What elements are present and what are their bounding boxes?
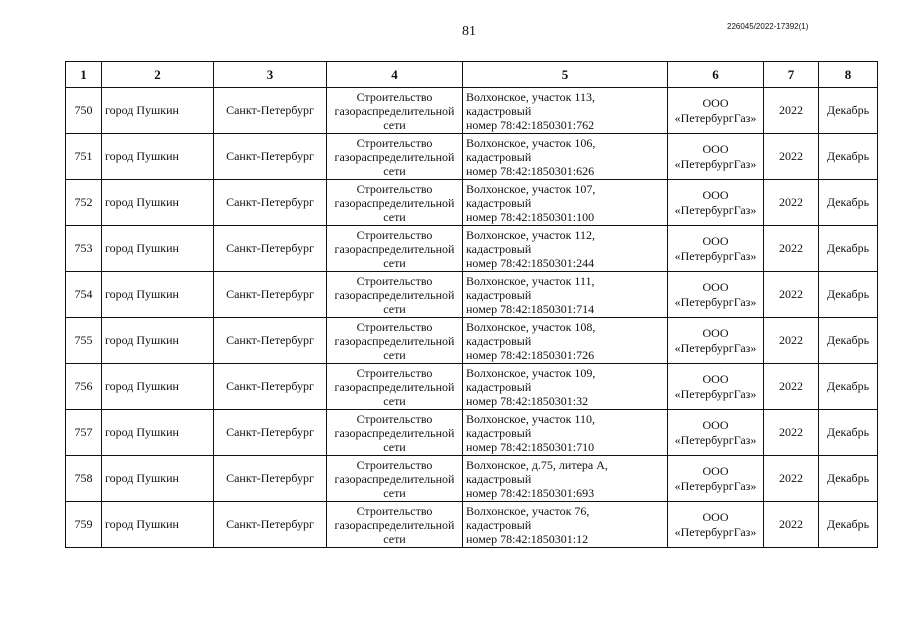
year-cell: 2022	[764, 180, 819, 226]
work-type-cell	[327, 410, 463, 456]
organization-cell	[668, 134, 764, 180]
table-row	[66, 272, 878, 318]
organization-cell-line: ООО	[702, 141, 729, 156]
column-header: 7	[764, 62, 819, 88]
work-type-cell-line: сети	[383, 117, 406, 132]
table-row	[66, 180, 878, 226]
place-cell: город Пушкин	[102, 364, 214, 410]
month-cell: Декабрь	[819, 318, 878, 364]
address-cell	[463, 180, 668, 226]
row-number: 757	[66, 410, 102, 456]
organization-cell-line: «ПетербургГаз»	[674, 202, 757, 217]
address-cell-line: Волхонское, участок 107,	[466, 181, 596, 196]
row-number: 756	[66, 364, 102, 410]
table-row	[66, 134, 878, 180]
document-id: 226045/2022-17392(1)	[727, 22, 809, 31]
city-cell: Санкт-Петербург	[214, 88, 327, 134]
address-cell	[463, 134, 668, 180]
column-header: 2	[102, 62, 214, 88]
row-number: 755	[66, 318, 102, 364]
work-type-cell-line: Строительство	[356, 319, 433, 334]
organization-cell-line: «ПетербургГаз»	[674, 248, 757, 263]
organization-cell-line: «ПетербургГаз»	[674, 524, 757, 539]
row-number: 751	[66, 134, 102, 180]
month-cell: Декабрь	[819, 226, 878, 272]
work-type-cell	[327, 456, 463, 502]
address-cell-line: номер 78:42:1850301:693	[466, 485, 595, 500]
address-cell-line: кадастровый	[466, 471, 532, 486]
work-type-cell	[327, 502, 463, 548]
work-type-cell-line: газораспределительной	[334, 287, 455, 302]
address-cell	[463, 272, 668, 318]
place-cell: город Пушкин	[102, 180, 214, 226]
organization-cell-line: ООО	[702, 371, 729, 386]
organization-cell-line: «ПетербургГаз»	[674, 340, 757, 355]
work-type-cell-line: газораспределительной	[334, 425, 455, 440]
address-cell-line: кадастровый	[466, 195, 532, 210]
address-cell	[463, 226, 668, 272]
city-cell: Санкт-Петербург	[214, 318, 327, 364]
organization-cell-line: ООО	[702, 463, 729, 478]
organization-cell-line: «ПетербургГаз»	[674, 156, 757, 171]
table-row	[66, 226, 878, 272]
month-cell: Декабрь	[819, 134, 878, 180]
work-type-cell-line: Строительство	[356, 457, 433, 472]
city-cell: Санкт-Петербург	[214, 272, 327, 318]
column-header: 6	[668, 62, 764, 88]
address-cell-line: Волхонское, участок 112,	[466, 227, 595, 242]
work-type-cell-line: сети	[383, 209, 406, 224]
organization-cell	[668, 226, 764, 272]
city-cell: Санкт-Петербург	[214, 226, 327, 272]
address-cell-line: номер 78:42:1850301:714	[466, 301, 595, 316]
organization-cell	[668, 180, 764, 226]
table-row	[66, 456, 878, 502]
address-cell-line: номер 78:42:1850301:32	[466, 393, 589, 408]
organization-cell	[668, 364, 764, 410]
work-type-cell	[327, 134, 463, 180]
place-cell: город Пушкин	[102, 272, 214, 318]
place-cell: город Пушкин	[102, 456, 214, 502]
work-type-cell-line: Строительство	[356, 411, 433, 426]
organization-cell-line: ООО	[702, 95, 729, 110]
work-type-cell-line: Строительство	[356, 227, 433, 242]
organization-cell	[668, 456, 764, 502]
address-cell-line: кадастровый	[466, 425, 532, 440]
year-cell: 2022	[764, 502, 819, 548]
work-type-cell-line: Строительство	[356, 89, 433, 104]
table-row	[66, 502, 878, 548]
work-type-cell-line: газораспределительной	[334, 379, 455, 394]
organization-cell-line: «ПетербургГаз»	[674, 432, 757, 447]
address-cell-line: кадастровый	[466, 379, 532, 394]
city-cell: Санкт-Петербург	[214, 180, 327, 226]
year-cell: 2022	[764, 364, 819, 410]
address-cell-line: номер 78:42:1850301:710	[466, 439, 595, 454]
place-cell: город Пушкин	[102, 88, 214, 134]
work-type-cell-line: газораспределительной	[334, 241, 455, 256]
column-header: 1	[66, 62, 102, 88]
row-number: 758	[66, 456, 102, 502]
city-cell: Санкт-Петербург	[214, 502, 327, 548]
place-cell: город Пушкин	[102, 226, 214, 272]
work-type-cell	[327, 88, 463, 134]
work-type-cell	[327, 226, 463, 272]
address-cell-line: номер 78:42:1850301:100	[466, 209, 595, 224]
work-type-cell-line: Строительство	[356, 365, 433, 380]
organization-cell-line: «ПетербургГаз»	[674, 294, 757, 309]
organization-cell	[668, 410, 764, 456]
address-cell	[463, 88, 668, 134]
work-type-cell-line: сети	[383, 439, 406, 454]
work-type-cell-line: Строительство	[356, 273, 433, 288]
row-number: 750	[66, 88, 102, 134]
address-cell	[463, 410, 668, 456]
address-cell-line: номер 78:42:1850301:12	[466, 531, 589, 546]
address-cell-line: номер 78:42:1850301:626	[466, 163, 595, 178]
work-type-cell-line: газораспределительной	[334, 471, 455, 486]
address-cell-line: кадастровый	[466, 149, 532, 164]
work-type-cell-line: газораспределительной	[334, 149, 455, 164]
address-cell-line: кадастровый	[466, 333, 532, 348]
year-cell: 2022	[764, 272, 819, 318]
work-type-cell-line: сети	[383, 255, 406, 270]
organization-cell-line: ООО	[702, 279, 729, 294]
month-cell: Декабрь	[819, 456, 878, 502]
data-table	[65, 61, 878, 548]
address-cell-line: кадастровый	[466, 287, 532, 302]
month-cell: Декабрь	[819, 502, 878, 548]
month-cell: Декабрь	[819, 364, 878, 410]
work-type-cell-line: Строительство	[356, 503, 433, 518]
table-row	[66, 88, 878, 134]
address-cell-line: номер 78:42:1850301:762	[466, 117, 595, 132]
work-type-cell-line: газораспределительной	[334, 103, 455, 118]
address-cell	[463, 502, 668, 548]
organization-cell-line: ООО	[702, 233, 729, 248]
month-cell: Декабрь	[819, 410, 878, 456]
address-cell-line: Волхонское, участок 113,	[466, 89, 595, 104]
work-type-cell-line: сети	[383, 485, 406, 500]
city-cell: Санкт-Петербург	[214, 364, 327, 410]
address-cell-line: номер 78:42:1850301:726	[466, 347, 595, 362]
organization-cell-line: ООО	[702, 509, 729, 524]
table-row	[66, 410, 878, 456]
work-type-cell	[327, 318, 463, 364]
place-cell: город Пушкин	[102, 318, 214, 364]
organization-cell-line: «ПетербургГаз»	[674, 386, 757, 401]
organization-cell	[668, 272, 764, 318]
row-number: 753	[66, 226, 102, 272]
address-cell-line: кадастровый	[466, 241, 532, 256]
organization-cell-line: ООО	[702, 417, 729, 432]
organization-cell-line: ООО	[702, 187, 729, 202]
work-type-cell-line: сети	[383, 531, 406, 546]
row-number: 754	[66, 272, 102, 318]
address-cell-line: кадастровый	[466, 103, 532, 118]
place-cell: город Пушкин	[102, 502, 214, 548]
work-type-cell-line: сети	[383, 393, 406, 408]
month-cell: Декабрь	[819, 88, 878, 134]
organization-cell	[668, 502, 764, 548]
year-cell: 2022	[764, 318, 819, 364]
address-cell-line: номер 78:42:1850301:244	[466, 255, 595, 270]
work-type-cell	[327, 364, 463, 410]
header-row	[66, 62, 878, 88]
year-cell: 2022	[764, 410, 819, 456]
year-cell: 2022	[764, 456, 819, 502]
address-cell	[463, 318, 668, 364]
organization-cell-line: «ПетербургГаз»	[674, 110, 757, 125]
table-body	[66, 88, 878, 548]
work-type-cell	[327, 180, 463, 226]
work-type-cell-line: газораспределительной	[334, 517, 455, 532]
year-cell: 2022	[764, 88, 819, 134]
address-cell-line: Волхонское, д.75, литера А,	[466, 457, 608, 472]
address-cell-line: Волхонское, участок 109,	[466, 365, 596, 380]
column-header: 3	[214, 62, 327, 88]
work-type-cell-line: Строительство	[356, 135, 433, 150]
address-cell-line: Волхонское, участок 108,	[466, 319, 596, 334]
address-cell-line: Волхонское, участок 111,	[466, 273, 595, 288]
column-header: 8	[819, 62, 878, 88]
organization-cell-line: ООО	[702, 325, 729, 340]
table-row	[66, 364, 878, 410]
work-type-cell-line: сети	[383, 301, 406, 316]
address-cell-line: Волхонское, участок 110,	[466, 411, 595, 426]
work-type-cell	[327, 272, 463, 318]
row-number: 759	[66, 502, 102, 548]
address-cell	[463, 456, 668, 502]
city-cell: Санкт-Петербург	[214, 456, 327, 502]
place-cell: город Пушкин	[102, 410, 214, 456]
work-type-cell-line: сети	[383, 347, 406, 362]
work-type-cell-line: газораспределительной	[334, 333, 455, 348]
work-type-cell-line: Строительство	[356, 181, 433, 196]
year-cell: 2022	[764, 134, 819, 180]
work-type-cell-line: сети	[383, 163, 406, 178]
year-cell: 2022	[764, 226, 819, 272]
address-cell	[463, 364, 668, 410]
place-cell: город Пушкин	[102, 134, 214, 180]
column-header: 4	[327, 62, 463, 88]
month-cell: Декабрь	[819, 180, 878, 226]
address-cell-line: Волхонское, участок 76,	[466, 503, 590, 518]
column-header: 5	[463, 62, 668, 88]
address-cell-line: Волхонское, участок 106,	[466, 135, 596, 150]
address-cell-line: кадастровый	[466, 517, 532, 532]
organization-cell	[668, 88, 764, 134]
table-row	[66, 318, 878, 364]
work-type-cell-line: газораспределительной	[334, 195, 455, 210]
city-cell: Санкт-Петербург	[214, 410, 327, 456]
organization-cell	[668, 318, 764, 364]
city-cell: Санкт-Петербург	[214, 134, 327, 180]
row-number: 752	[66, 180, 102, 226]
page-number: 81	[462, 24, 476, 39]
month-cell: Декабрь	[819, 272, 878, 318]
organization-cell-line: «ПетербургГаз»	[674, 478, 757, 493]
